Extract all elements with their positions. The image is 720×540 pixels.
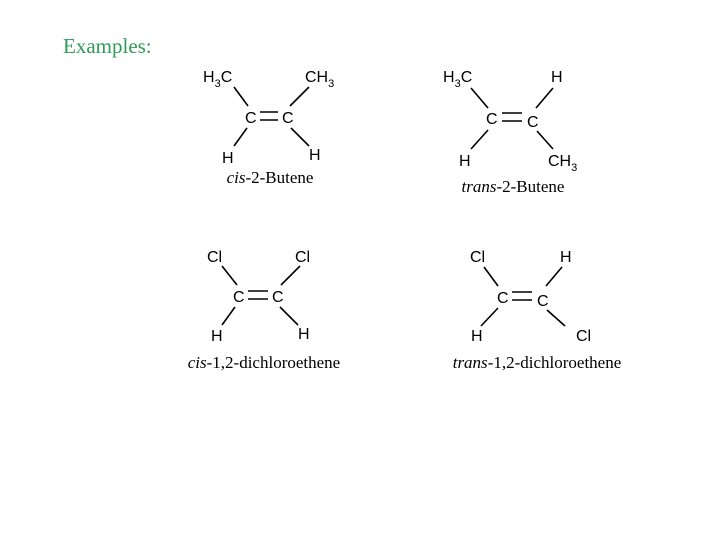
- bond-top-right: [546, 267, 562, 286]
- substituent-top-right: H: [560, 249, 572, 266]
- molecule-name: trans-1,2-dichloroethene: [452, 353, 622, 372]
- substituent-bottom-left: H: [222, 150, 234, 167]
- bond-top-left: [234, 87, 248, 106]
- bond-bottom-left: [234, 128, 247, 146]
- substituent-top-left: $H_3C$: [443, 69, 473, 90]
- carbon-left: C: [245, 110, 257, 127]
- substituent-bottom-right: Cl: [576, 328, 592, 345]
- bond-bottom-right: [280, 307, 298, 325]
- substituent-top-right: Cl: [295, 249, 311, 266]
- substituent-bottom-left: H: [459, 153, 471, 170]
- bond-top-right: [290, 87, 309, 106]
- substituent-bottom-left: H: [211, 328, 223, 345]
- bond-bottom-left: [481, 308, 498, 326]
- substituent-top-left: Cl: [207, 249, 223, 266]
- carbon-right: C: [272, 289, 284, 306]
- carbon-left: C: [497, 290, 509, 307]
- bond-bottom-right: [537, 131, 553, 149]
- carbon-left: C: [233, 289, 245, 306]
- carbon-right: C: [282, 110, 294, 127]
- bond-bottom-left: [222, 307, 235, 325]
- bond-top-right: [536, 88, 553, 108]
- carbon-right: C: [537, 293, 549, 310]
- molecule-trans-2-butene: [443, 69, 577, 196]
- bond-top-right: [281, 266, 300, 285]
- molecule-trans-1-2-dichloroethene: [453, 249, 622, 372]
- molecule-name: cis-2-Butene: [226, 168, 314, 187]
- bond-top-left: [222, 266, 237, 285]
- substituent-top-right: $CH_3$: [305, 69, 335, 90]
- carbon-left: C: [486, 111, 498, 128]
- bond-top-left: [471, 88, 488, 108]
- examples-heading: Examples:: [63, 34, 152, 58]
- substituent-bottom-right: H: [309, 147, 321, 164]
- molecule-cis-1-2-dichloroethene: [188, 249, 340, 372]
- substituent-top-left: $H_3C$: [203, 69, 233, 90]
- bond-bottom-right: [547, 310, 565, 326]
- bond-bottom-left: [471, 130, 488, 149]
- bond-top-left: [484, 267, 498, 286]
- substituent-bottom-left: H: [471, 328, 483, 345]
- substituent-top-left: Cl: [470, 249, 486, 266]
- substituent-bottom-right: $CH_3$: [548, 153, 578, 174]
- substituent-bottom-right: H: [298, 326, 310, 343]
- molecule-name: cis-1,2-dichloroethene: [187, 353, 341, 372]
- molecule-name: trans-2-Butene: [461, 177, 565, 196]
- carbon-right: C: [527, 114, 539, 131]
- bond-bottom-right: [291, 128, 309, 146]
- substituent-top-right: H: [551, 69, 563, 86]
- molecule-cis-2-butene: [203, 69, 334, 187]
